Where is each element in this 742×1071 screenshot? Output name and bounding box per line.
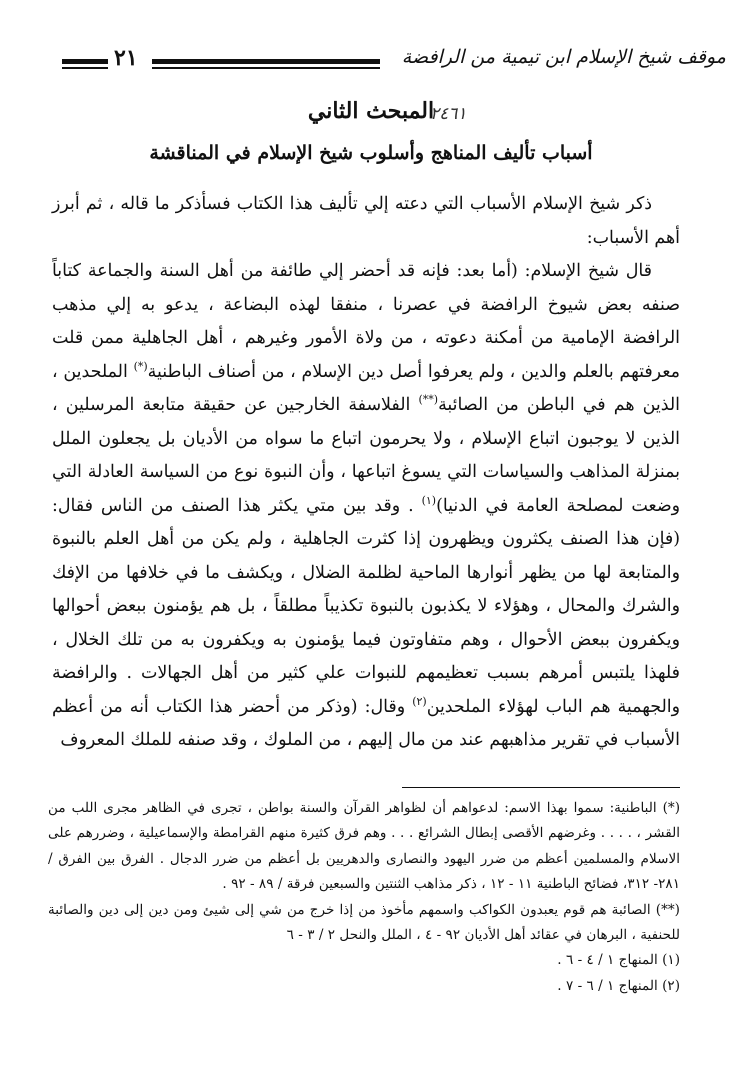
page-number: ٢١ [114, 45, 138, 71]
quote-text-2: الملحدين ، الذين هم في الباطن من الصائبة [52, 361, 680, 415]
section-title: المبحث الثاني [307, 98, 435, 124]
handwritten-note: ٢٤٦١ [430, 104, 467, 124]
paragraph-intro: ذكر شيخ الإسلام الأسباب التي دعته إلي تأليف هذا الكتاب فسأذكر ما قاله ، ثم أبرز أهم الأسباب: [52, 194, 680, 248]
header-rule-left-thick [62, 59, 108, 64]
quote-text-5: وقال: (وذكر من أحضر هذا الكتاب أنه من أعظم الأسباب في تقرير مذاهبهم عند من مال إليهم ، من الملوك ، وقد صنفه للملك المعروف [52, 696, 680, 750]
footnote-1: (١) المنهاج ١ / ٤ - ٦ . [557, 952, 680, 969]
body-text [52, 188, 680, 758]
footnotes [48, 796, 680, 999]
footnote-mark-batiniyya: (*) [133, 359, 148, 373]
footnote-2: (٢) المنهاج ١ / ٦ - ٧ . [557, 977, 680, 994]
footnote-mark-sabia: (**) [418, 393, 439, 407]
quote-text-4: . وقد بين متي يكثر هذا الصنف من الناس فقال: (فإن هذا الصنف يكثرون ويظهرون إذا كثرت الجاهلية ، ولم يكن من أهل العلم بالنبوة والمتابعة لها من يظهر أنوارها الماحية لظلمة الضلال ، ويكشف ما في خلافها من الإفك والشرك والمحال ، وهؤلاء لا يكذبون بالنبوة تكذيباً مطلقاً ، بل هم يؤمنون ببعض أحوالها ويكفرون ببعض الأحوال ، وهم متفاوتون فيما يؤمنون به ويكفرون به من تلك الخلال ، فلهذا يلتبس أمرهم بسبب تعظيمهم للنبوات علي كثير من أهل الجهالات . والرافضة والجهمية هم الباب لهؤلاء الملحدين [52, 495, 680, 717]
header-rule-left-thin [62, 67, 108, 69]
quote-text-3: الفلاسفة الخارجين عن حقيقة متابعة المرسلين ، الذين لا يوجبون اتباع الإسلام ، ولا يحرمون اتباع ما سواه من الأديان بل يجعلون الملل بمنزلة المذاهب والسياسات التي يسوغ اتباعها ، وأن النبوة نوع من السياسة العادلة التي وضعت لمصلحة العامة في الدنيا) [52, 395, 680, 516]
footnote-sabia: (**) الصائبة هم قوم يعبدون الكواكب واسمهم مأخوذ من إذا خرج من شي إلى شيئ ومن دين إلى دين والصائبة للحنفية ، البرهان في عقائد أهل الأديان ٩٢ - ٤ ، الملل والنحل ٢ / ٣ - ٦ [48, 901, 680, 944]
footnote-separator [402, 787, 680, 788]
running-title: موقف شيخ الإسلام ابن تيمية من الرافضة [401, 46, 726, 68]
running-header [62, 44, 726, 80]
header-rule-thick [152, 59, 380, 64]
quote-text-1: قال شيخ الإسلام: (أما بعد: فإنه قد أحضر إلي طائفة من أهل السنة والجماعة كتاباً صنفه بعض شيوخ الرافضة في عصرنا ، منفقا لهذه البضاعة ، يدعو به إلي مذهب الرافضة الإمامية من أمكنة دعوته ، من ولاة الأمور وغيرهم ، أهل الجاهلية ممن قلت معرفتهم بالعلم والدين ، ولم يعرفوا أصل دين الإسلام ، من أصناف الباطنية [52, 261, 680, 382]
paragraph-quote [52, 255, 680, 758]
section-subtitle: أسباب تأليف المناهج وأسلوب شيخ الإسلام في المناقشة [149, 142, 593, 164]
header-rule-thin [152, 67, 380, 69]
footnote-mark-2: (٢) [412, 694, 427, 708]
footnote-mark-1: (١) [421, 493, 437, 507]
footnote-batiniyya: (*) الباطنية: سموا بهذا الاسم: لدعواهم أن لظواهر القرآن والسنة بواطن ، تجرى في الظاهر مجرى اللب من القشر ، . . . . وغرضهم الأقصى إبطال الشرائع . . . وهم فرق كثيرة منهم القرامطة والإسماعيلية ، وضررهم على الاسلام والمسلمين أعظم من ضرر اليهود والنصارى والدهريين بل أعظم من ضرر الدجال . الفرق بين الفرق / ٢٨١- ٣١٢، فضائح الباطنية ١١ - ١٢ ، ذكر مذاهب الثنتين والسبعين فرقة / ٨٩ - ٩٢ . [48, 800, 680, 893]
